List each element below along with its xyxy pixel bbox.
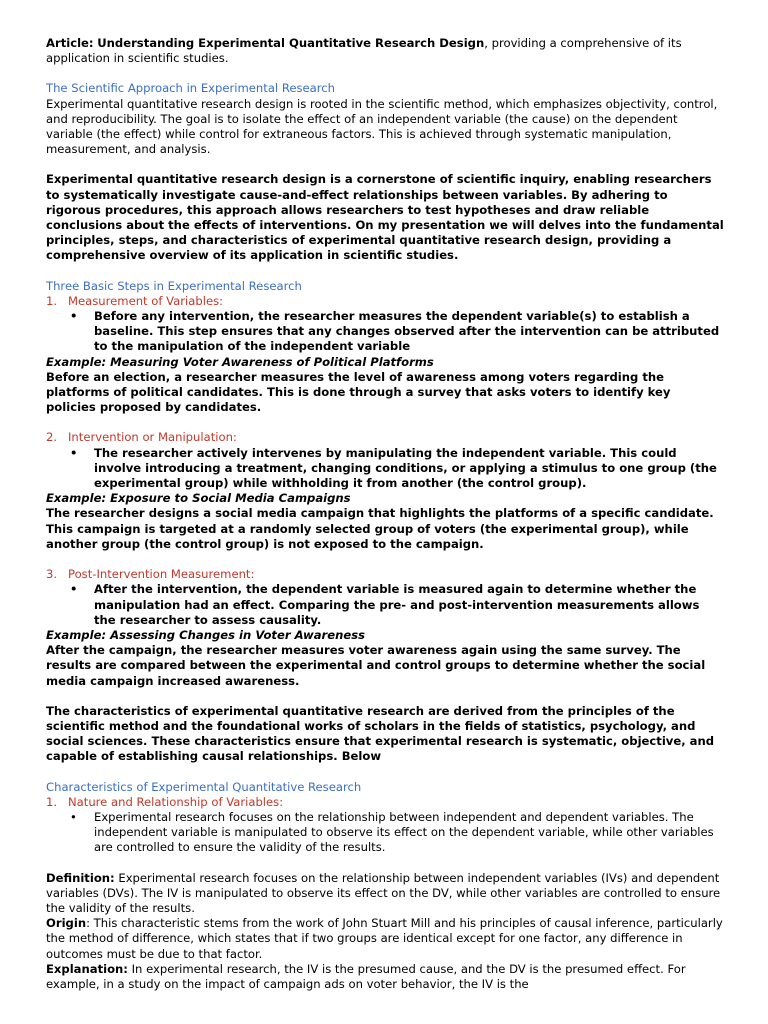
step-3-example-body: After the campaign, the researcher measures voter awareness again using the same survey. The results are compared between the experimental and control groups to determine whether the social media campaign increased awareness. bbox=[46, 643, 706, 688]
intro-rest: , providing a comprehensive of its application in scientific studies. bbox=[46, 36, 682, 66]
origin-paragraph bbox=[46, 916, 724, 962]
characteristic-1-title: 1. Nature and Relationship of Variables: bbox=[46, 794, 284, 809]
explanation-paragraph bbox=[46, 962, 724, 992]
section-heading-characteristics: Characteristics of Experimental Quantitative Research bbox=[46, 779, 362, 794]
bullet-icon: • bbox=[70, 445, 78, 460]
step-2-example-title: Example: Exposure to Social Media Campaigns bbox=[46, 491, 351, 506]
origin-text: : This characteristic stems from the work of John Stuart Mill and his principles of causal inference, particularly the method of difference, which states that if two groups are identical except for one factor, any difference in outcomes must be due to that factor. bbox=[46, 916, 723, 961]
bullet-icon: • bbox=[70, 809, 77, 824]
step-1-example-body: Before an election, a researcher measures the level of awareness among voters regarding the platforms of political candidates. This is done through a survey that asks voters to identify key policies proposed by candidates. bbox=[46, 369, 671, 415]
origin-label: Origin bbox=[46, 916, 87, 931]
overview-paragraph: Experimental quantitative research design is a cornerstone of scientific inquiry, enabling researchers to systematically investigate cause-and-effect relationships between variables. By adhering to rigorous procedures, this approach allows researchers to test hypotheses and draw reliable conclusions about the effects of interventions. On my presentation we will delves into the fundamental principles, steps, and characteristics of experimental quantitative research design, providing a comprehensive overview of its application in scientific studies. bbox=[46, 172, 724, 263]
characteristics-intro-paragraph: The characteristics of experimental quantitative research are derived from the principles of the scientific method and the foundational works of scholars in the fields of statistics, psychology, and social sciences. These characteristics ensure that experimental research is systematic, objective, and capable of establishing causal relationships. Below bbox=[46, 703, 715, 764]
step-3-bullet: • After the intervention, the dependent variable is measured again to determine whether the manipulation had an effect. Comparing the pre- and post-intervention measurements allows the researcher to assess causality. bbox=[70, 582, 700, 627]
step-1-bullet: • Before any intervention, the researcher measures the dependent variable(s) to establish a baseline. This step ensures that any changes observed after the intervention can be attributed to the manipulation of the independent variable bbox=[70, 309, 720, 354]
step-3-example-title: Example: Assessing Changes in Voter Awareness bbox=[46, 627, 366, 642]
article-title: Understanding Experimental Quantitative Research Design bbox=[97, 36, 485, 50]
step-1-title: 1. Measurement of Variables: bbox=[46, 293, 224, 308]
step-3-title: 3. Post-Intervention Measurement: bbox=[46, 567, 255, 582]
bullet-icon: • bbox=[70, 582, 78, 597]
definition-paragraph bbox=[46, 871, 724, 917]
intro-label: Article: bbox=[46, 36, 94, 50]
explanation-label: Explanation: bbox=[46, 961, 128, 976]
section-heading-steps: Three Basic Steps in Experimental Research bbox=[46, 278, 302, 293]
definition-label: Definition: bbox=[46, 870, 115, 885]
intro-paragraph bbox=[46, 36, 724, 66]
section-body-scientific-approach: Experimental quantitative research design is rooted in the scientific method, which emphasizes objectivity, control, and reproducibility. The goal is to isolate the effect of an independent variable (the cause) on the dependent variable (the effect) while control for extraneous factors. This is achieved through systematic manipulation, measurement, and analysis. bbox=[46, 96, 718, 157]
step-2-title: 2. Intervention or Manipulation: bbox=[46, 430, 237, 445]
step-2-bullet: • The researcher actively intervenes by manipulating the independent variable. This could involve introducing a treatment, changing conditions, or applying a stimulus to one group (the experimental group) while withholding it from another (the control group). bbox=[70, 445, 717, 491]
step-1-example-title: Example: Measuring Voter Awareness of Political Platforms bbox=[46, 354, 434, 369]
section-heading-scientific-approach: The Scientific Approach in Experimental Research bbox=[46, 81, 336, 96]
definition-text: Experimental research focuses on the relationship between independent variables (IVs) and dependent variables (DVs). The IV is manipulated to observe its effect on the DV, while other variables are controlled to ensure the validity of the results. bbox=[46, 870, 721, 915]
step-2-example-body: The researcher designs a social media campaign that highlights the platforms of a specific candidate. This campaign is targeted at a randomly selected group of voters (the experimental group), while another group (the control group) is not exposed to the campaign. bbox=[46, 506, 714, 551]
bullet-icon: • bbox=[70, 309, 78, 324]
explanation-text: In experimental research, the IV is the presumed cause, and the DV is the presumed effect. For example, in a study on the impact of campaign ads on voter behavior, the IV is the bbox=[46, 961, 686, 991]
characteristic-1-bullet: • Experimental research focuses on the relationship between independent and dependent variables. The independent variable is manipulated to observe its effect on the dependent variable, while other variables are controlled to ensure the validity of the results. bbox=[70, 809, 714, 855]
